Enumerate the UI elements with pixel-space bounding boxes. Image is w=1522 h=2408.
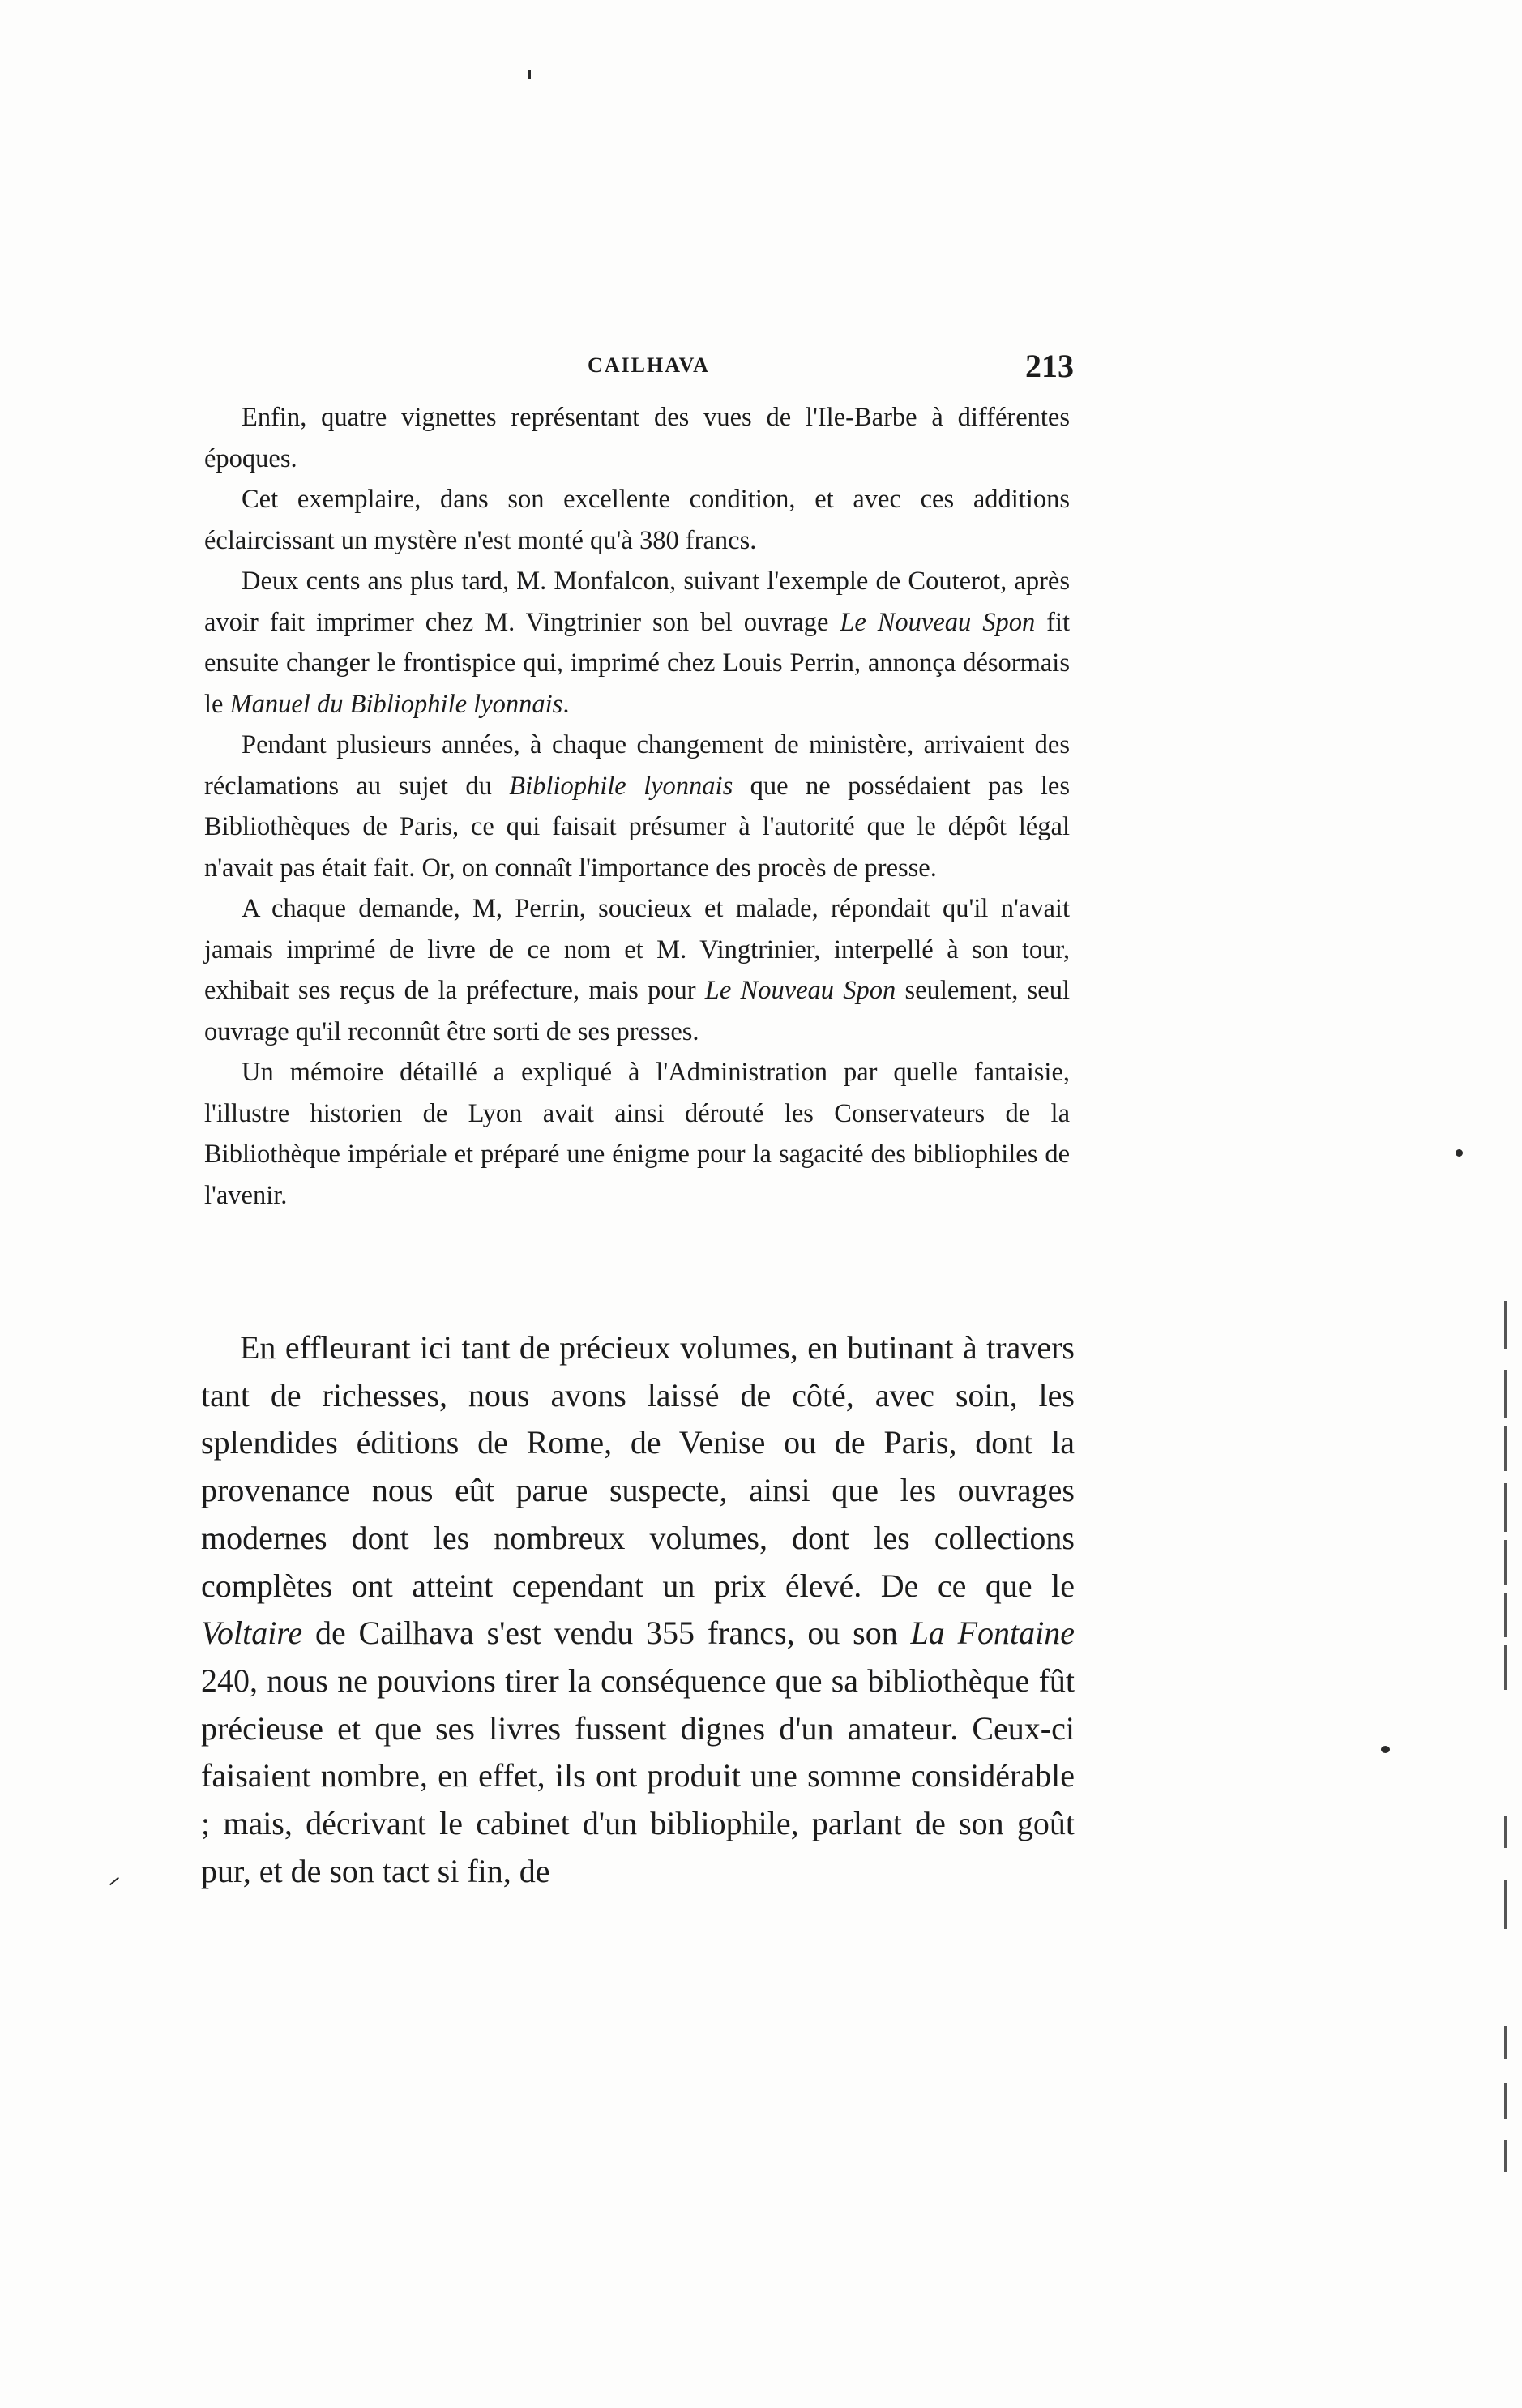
paragraph bbox=[204, 561, 1070, 725]
paragraph: Enfin, quatre vignettes représentant des vues de l'Ile-Barbe à différentes époques. bbox=[204, 403, 1070, 473]
scan-edge-line bbox=[1504, 1880, 1507, 1929]
book-title: Bibliophile lyonnais bbox=[509, 771, 733, 801]
scan-edge-line bbox=[1504, 1301, 1507, 1349]
text-run: Pendant plusieurs années, à chaque changement de ministère, arrivaient des réclamations au sujet du bbox=[204, 730, 1070, 801]
scan-edge-line bbox=[1504, 1370, 1507, 1418]
scan-speck bbox=[528, 70, 531, 79]
scan-edge-line bbox=[1504, 1426, 1507, 1471]
book-title: Le Nouveau Spon bbox=[704, 976, 896, 1005]
text-run: fit ensuite changer le frontispice qui, imprimé chez Louis Perrin, annonça désormais le bbox=[204, 607, 1071, 719]
main-passage bbox=[201, 1324, 1075, 1895]
scan-edge-line bbox=[1504, 2026, 1507, 2059]
text-run: seulement, seul ouvrage qu'il reconnût être sorti de ses presses. bbox=[204, 976, 1070, 1046]
scan-edge-line bbox=[1504, 2140, 1507, 2172]
text-run: que ne possédaient pas les Bibliothèques de Paris, ce qui faisait présumer à l'autorité que le dépôt légal n'avait pas était fait. Or, on connaît l'importance des procès de presse. bbox=[204, 771, 1070, 883]
running-head bbox=[215, 347, 1074, 387]
text-run: Deux cents ans plus tard, M. Monfalcon, suivant l'exemple de Couterot, après avoir fait imprimer chez M. Vingtrinier son bel ouvrage bbox=[204, 567, 1070, 637]
text-run: En effleurant ici tant de précieux volumes, en butinant à travers tant de richesses, nous avons laissé de côté, avec soin, les splendides éditions de Rome, de Venise ou de Paris, dont la provenance nous eût parue suspecte, ainsi que les ouvrages modernes dont les nombreux volumes, dont les collections complètes ont atteint cependant un prix élevé. De ce que le bbox=[201, 1329, 1075, 1604]
paragraph: Cet exemplaire, dans son excellente condition, et avec ces additions éclaircissant un mystère n'est monté qu'à 380 francs. bbox=[204, 485, 1070, 555]
paragraph: Un mémoire détaillé a expliqué à l'Administration par quelle fantaisie, l'illustre historien de Lyon avait ainsi dérouté les Conservateurs de la Bibliothèque impériale et préparé une énigme pour la sagacité des bibliophiles de l'avenir. bbox=[204, 1058, 1070, 1210]
scan-edge-line bbox=[1504, 1816, 1507, 1848]
scan-edge-line bbox=[1504, 1593, 1507, 1637]
paragraph bbox=[201, 1324, 1075, 1895]
text-run: A chaque demande, M, Perrin, soucieux et malade, répondait qu'il n'avait jamais imprimé de livre de ce nom et M. Vingtrinier, interpellé à son tour, exhibait ses reçus de la préfecture, mais pour bbox=[204, 894, 1070, 1005]
scan-speck bbox=[1456, 1149, 1463, 1157]
paragraph bbox=[204, 725, 1070, 888]
running-title: CAILHAVA bbox=[588, 353, 710, 377]
quoted-passage bbox=[204, 397, 1070, 1216]
text-run: de Cailhava s'est vendu 355 francs, ou son bbox=[302, 1615, 911, 1652]
text-run: . bbox=[562, 689, 570, 719]
book-title: Le Nouveau Spon bbox=[840, 607, 1036, 637]
scan-edge-line bbox=[1504, 1540, 1507, 1585]
scan-edge-line bbox=[1504, 2083, 1507, 2119]
text-run: 240, nous ne pouvions tirer la conséquence que sa bibliothèque fût précieuse et que ses livres fussent dignes d'un amateur. Ceux-ci faisaient nombre, en effet, ils ont produit une somme considérable ; mais, décrivant le cabinet d'un bibliophile, parlant de son goût pur, et de son tact si fin, de bbox=[201, 1662, 1075, 1889]
scan-edge-line bbox=[1504, 1645, 1507, 1690]
book-title: La Fontaine bbox=[910, 1615, 1075, 1652]
page-number: 213 bbox=[1025, 348, 1074, 384]
paragraph bbox=[204, 888, 1070, 1052]
scan-speck bbox=[1381, 1746, 1390, 1753]
book-title: Voltaire bbox=[201, 1615, 303, 1652]
book-title: Manuel du Bibliophile lyonnais bbox=[229, 689, 563, 719]
scan-edge-line bbox=[1504, 1483, 1507, 1532]
scan-speck bbox=[109, 1877, 119, 1886]
